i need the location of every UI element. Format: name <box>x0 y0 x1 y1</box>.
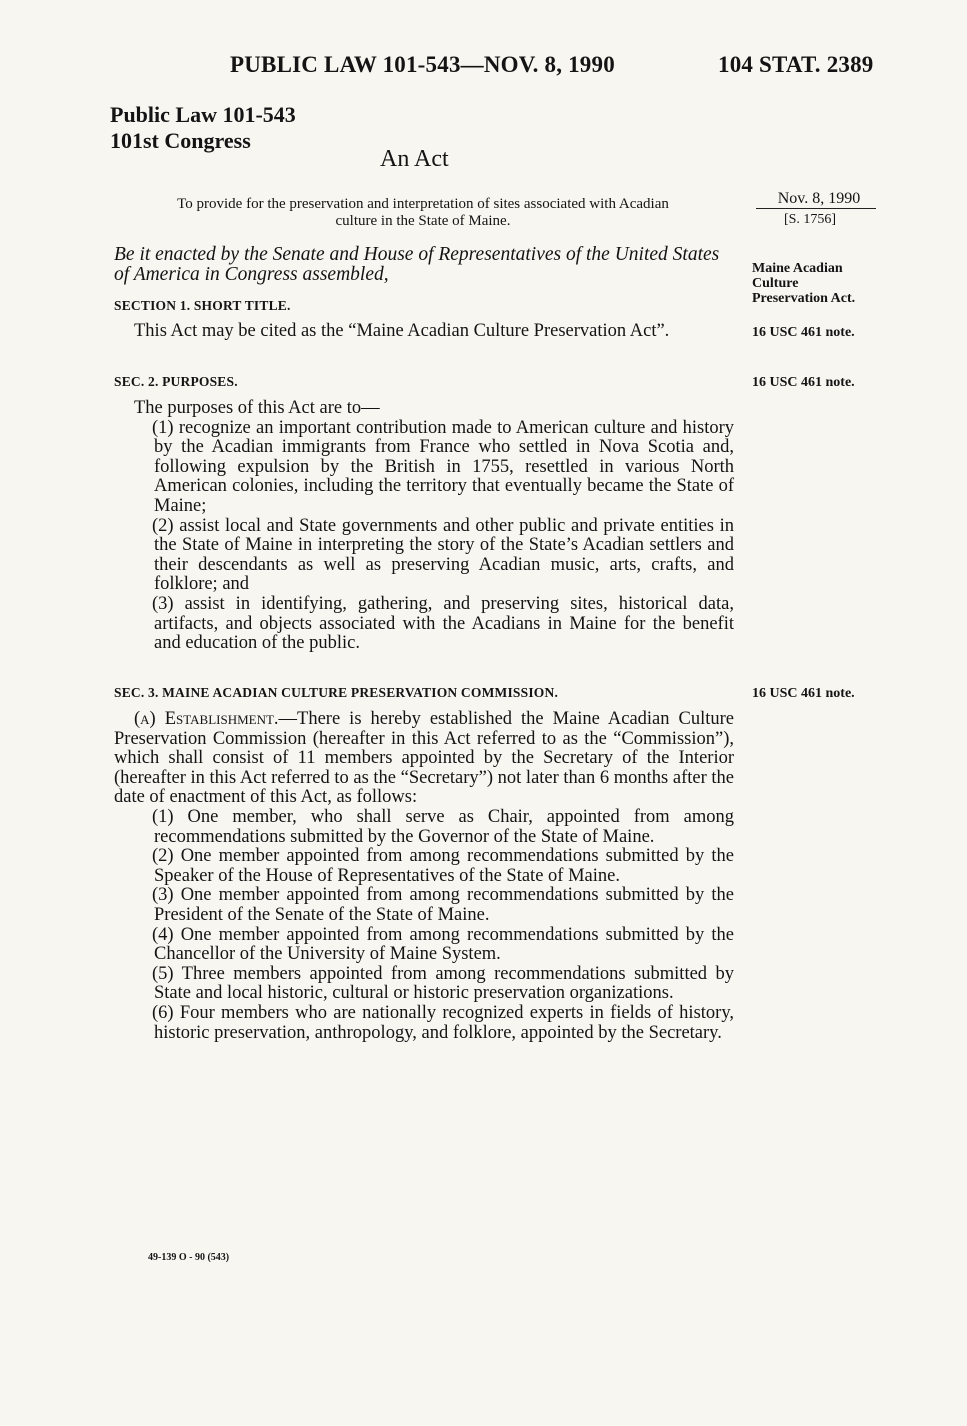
section-3-paragraph-5: (5) Three members appointed from among recommendations submitted by State and local historic, cultural or historic preservation organizations. <box>152 963 734 1004</box>
margin-usc-note-2: 16 USC 461 note. <box>752 375 855 390</box>
subsection-a-text: —There is hereby established the Maine Acadian Culture Preservation Commission (hereafter in this Act referred to as the “Commission”), which shall consist of 11 members appointed by the Secretary of the Interior (hereafter in this Act referred to as the “Secretary”) not later than 6 months after the date of enactment of this Act, as follows: <box>114 709 734 808</box>
long-title-line-2: culture in the State of Maine. <box>335 213 511 229</box>
section-3-paragraph-3: (3) One member appointed from among recommendations submitted by the President of the Senate of the State of Maine. <box>152 885 734 925</box>
margin-bill-number: [S. 1756] <box>783 212 837 227</box>
section-3-heading: SEC. 3. MAINE ACADIAN CULTURE PRESERVATION COMMISSION. <box>114 685 559 700</box>
margin-rule <box>756 208 876 209</box>
section-2-heading: SEC. 2. PURPOSES. <box>114 374 238 389</box>
section-1-text: This Act may be cited as the “Maine Acadian Culture Preservation Act”. <box>134 321 670 341</box>
margin-usc-note-1: 16 USC 461 note. <box>752 325 855 340</box>
section-2-body <box>114 399 734 654</box>
print-code: 49-139 O - 90 (543) <box>148 1252 230 1263</box>
section-2-paragraph-1: (1) recognize an important contribution made to American culture and history by the Acadian immigrants from France who settled in Nova Scotia and, following expulsion by the British in 1755, resettled in various North American colonies, including the territory that eventually became the State of Maine; <box>152 417 734 516</box>
margin-date: Nov. 8, 1990 <box>777 190 861 207</box>
long-title <box>110 196 736 230</box>
section-3-subsection-a <box>114 710 734 808</box>
section-2-intro: The purposes of this Act are to— <box>134 398 380 418</box>
section-3-body <box>114 710 734 1043</box>
section-1-heading: SECTION 1. SHORT TITLE. <box>114 298 291 313</box>
public-law-number: Public Law 101-543 <box>110 102 296 127</box>
enacting-clause: Be it enacted by the Senate and House of Representatives of the United States of America in Congress assembled, <box>114 244 720 285</box>
long-title-line-1: To provide for the preservation and interpretation of sites associated with Acadian <box>177 196 669 212</box>
running-head: PUBLIC LAW 101-543—NOV. 8, 1990 <box>230 52 615 77</box>
act-title: An Act <box>380 146 449 172</box>
section-3-paragraph-4: (4) One member appointed from among recommendations submitted by the Chancellor of the University of Maine System. <box>152 924 734 965</box>
stat-page-number: 104 STAT. 2389 <box>718 52 874 77</box>
section-3-paragraph-2: (2) One member appointed from among recommendations submitted by the Speaker of the House of Representatives of the State of Maine. <box>152 846 734 886</box>
section-3-paragraph-6: (6) Four members who are nationally recognized experts in fields of history, historic preservation, anthropology, and folklore, appointed by the Secretary. <box>152 1002 734 1043</box>
section-2-paragraph-2: (2) assist local and State governments and other public and private entities in the State of Maine in interpreting the story of the State’s Acadian settlers and their descendants as well as preserving Acadian music, arts, crafts, and folklore; and <box>152 515 734 595</box>
margin-usc-note-3: 16 USC 461 note. <box>752 686 855 701</box>
section-3-paragraph-1: (1) One member, who shall serve as Chair, appointed from among recommendations submitted by the Governor of the State of Maine. <box>152 806 734 847</box>
subsection-a-label: (a) Establishment. <box>134 709 279 729</box>
margin-short-title-note: Maine Acadian Culture Preservation Act. <box>752 261 856 306</box>
section-2-paragraph-3: (3) assist in identifying, gathering, and preserving sites, historical data, artifacts, and objects associated with the Acadians in Maine for the benefit and education of the public. <box>152 593 734 654</box>
congress-label: 101st Congress <box>110 128 251 153</box>
